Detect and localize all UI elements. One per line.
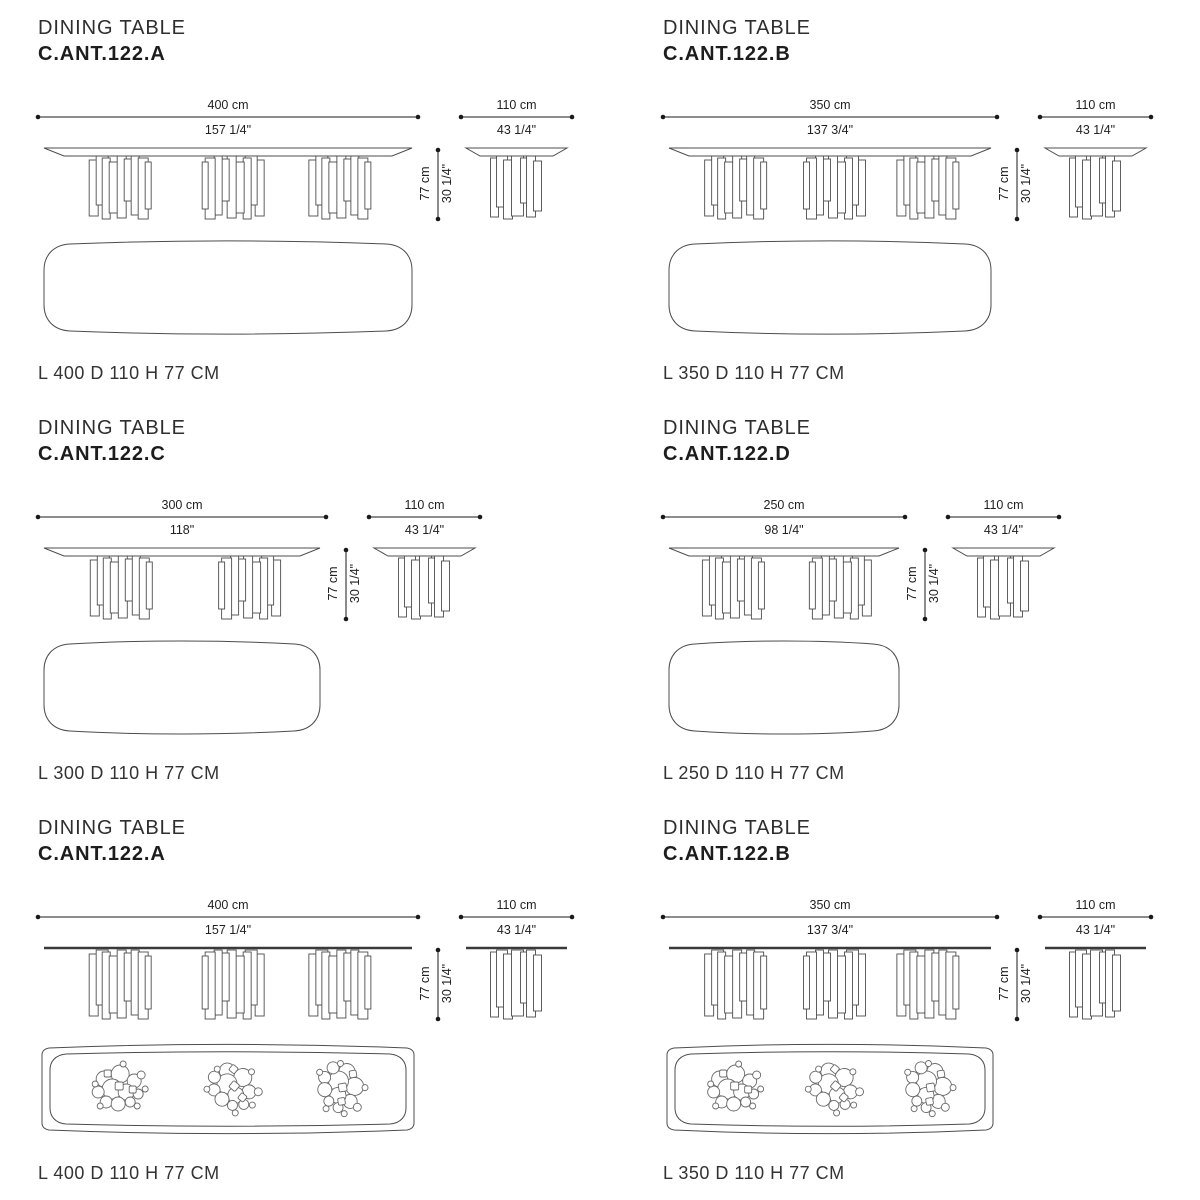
product-panel	[30, 815, 595, 1200]
leg-slab	[1113, 955, 1121, 1011]
pebble	[142, 1086, 148, 1092]
length-dim-label-cm: 350 cm	[809, 98, 851, 112]
leg-slab	[1021, 561, 1029, 611]
leg-cluster-plan	[198, 1050, 273, 1124]
height-dim-label-inches: 30 1/4"	[348, 563, 362, 604]
tabletop-profile	[44, 148, 412, 156]
pebble	[727, 1097, 741, 1111]
height-dim-label-inches: 30 1/4"	[1019, 963, 1033, 1004]
height-dimension	[997, 948, 1033, 1022]
pebble	[950, 1084, 957, 1091]
pebble	[911, 1105, 918, 1112]
height-dim-label-cm: 77 cm	[418, 966, 432, 1001]
table-leg	[219, 556, 281, 619]
front-elevation-view	[669, 148, 991, 219]
length-dim-label-inches: 137 3/4"	[806, 123, 854, 137]
leg-slab	[442, 561, 450, 611]
product-code: C.ANT.122.B	[663, 43, 791, 65]
tabletop-profile-side	[466, 148, 567, 156]
side-elevation-view	[466, 148, 567, 219]
dimensions-caption: L 350 D 110 H 77 CM	[663, 1163, 845, 1183]
product-type-title: DINING TABLE	[38, 417, 186, 439]
leg-slab	[1113, 161, 1121, 211]
height-dimension	[997, 148, 1033, 222]
dimension-endpoint-dot	[995, 115, 1000, 120]
dimension-endpoint-dot	[436, 948, 441, 953]
pebble-square	[338, 1083, 347, 1092]
table-leg	[90, 556, 152, 619]
product-type-title: DINING TABLE	[38, 17, 186, 39]
depth-dim-label-cm: 110 cm	[1075, 898, 1116, 912]
leg-slab	[953, 162, 959, 209]
table-leg	[1070, 950, 1121, 1019]
plan-view	[44, 241, 412, 334]
dimension-endpoint-dot	[36, 115, 41, 120]
plan-outline	[44, 241, 412, 334]
leg-slab	[804, 162, 810, 209]
dimension-endpoint-dot	[1038, 915, 1043, 920]
tabletop-profile	[669, 148, 991, 156]
dimension-endpoint-dot	[436, 217, 441, 222]
dimension-endpoint-dot	[995, 915, 1000, 920]
height-dim-label-inches: 30 1/4"	[440, 963, 454, 1004]
leg-slab	[146, 562, 152, 609]
dimensions-caption: L 400 D 110 H 77 CM	[38, 363, 220, 383]
technical-drawing	[30, 890, 595, 1152]
depth-dimension	[459, 898, 575, 937]
pebble	[849, 1101, 857, 1109]
dimension-endpoint-dot	[344, 548, 349, 553]
height-dim-label-cm: 77 cm	[997, 166, 1011, 201]
leg-slab	[534, 955, 542, 1011]
dimension-endpoint-dot	[459, 115, 464, 120]
dimension-endpoint-dot	[661, 915, 666, 920]
depth-dimension	[367, 498, 483, 537]
technical-drawing	[30, 90, 595, 352]
dimension-endpoint-dot	[1057, 515, 1062, 520]
leg-slab	[365, 956, 371, 1009]
pebble	[341, 1110, 348, 1117]
height-dim-label-inches: 30 1/4"	[927, 563, 941, 604]
product-panel	[655, 15, 1200, 407]
length-dimension	[661, 898, 1000, 937]
height-dim-label-cm: 77 cm	[418, 166, 432, 201]
side-elevation-view	[953, 548, 1054, 619]
height-dimension	[905, 548, 941, 622]
depth-dim-label-inches: 43 1/4"	[496, 123, 537, 137]
pebble-square	[720, 1070, 727, 1077]
depth-dim-label-cm: 110 cm	[983, 498, 1024, 512]
pebble	[750, 1103, 756, 1109]
pebble	[758, 1086, 764, 1092]
pebble	[323, 1105, 330, 1112]
dimension-endpoint-dot	[1015, 1017, 1020, 1022]
dimension-endpoint-dot	[36, 515, 41, 520]
dimension-endpoint-dot	[661, 115, 666, 120]
table-leg	[804, 156, 866, 219]
tabletop-profile-side	[1045, 148, 1146, 156]
product-code: C.ANT.122.A	[38, 843, 166, 865]
pebble	[92, 1086, 104, 1098]
pebble-square	[104, 1070, 111, 1077]
product-code: C.ANT.122.D	[663, 443, 791, 465]
length-dim-label-cm: 300 cm	[161, 498, 203, 512]
table-leg	[202, 950, 264, 1019]
depth-dim-label-inches: 43 1/4"	[1075, 923, 1116, 937]
dimension-endpoint-dot	[923, 617, 928, 622]
table-leg	[89, 156, 151, 219]
product-type-title: DINING TABLE	[663, 17, 811, 39]
pebble	[929, 1110, 936, 1117]
dimensions-caption: L 250 D 110 H 77 CM	[663, 763, 845, 783]
length-dimension	[36, 498, 329, 537]
pebble	[708, 1086, 720, 1098]
table-leg	[705, 950, 767, 1019]
dimensions-caption: L 300 D 110 H 77 CM	[38, 763, 220, 783]
dimension-endpoint-dot	[661, 515, 666, 520]
product-panel	[30, 15, 595, 407]
pebble	[713, 1103, 719, 1109]
side-elevation-view	[1045, 148, 1146, 219]
leg-slab	[219, 562, 225, 609]
plan-outline	[669, 641, 899, 734]
length-dimension	[661, 498, 908, 537]
table-leg	[809, 556, 871, 619]
leg-cluster-plan	[901, 1057, 960, 1121]
tabletop-profile-side	[374, 548, 475, 556]
dimension-endpoint-dot	[1015, 948, 1020, 953]
table-leg	[897, 156, 959, 219]
length-dim-label-inches: 157 1/4"	[204, 123, 252, 137]
height-dim-label-inches: 30 1/4"	[1019, 163, 1033, 204]
technical-drawing	[30, 490, 595, 752]
side-elevation-view	[466, 948, 567, 1019]
dimension-endpoint-dot	[923, 548, 928, 553]
dimension-endpoint-dot	[1038, 115, 1043, 120]
length-dimension	[36, 898, 421, 937]
leg-slab	[202, 956, 208, 1009]
height-dim-label-cm: 77 cm	[326, 566, 340, 601]
front-elevation-view	[669, 948, 991, 1019]
height-dim-label-cm: 77 cm	[997, 966, 1011, 1001]
product-code: C.ANT.122.A	[38, 43, 166, 65]
depth-dim-label-cm: 110 cm	[1075, 98, 1116, 112]
height-dim-label-inches: 30 1/4"	[440, 163, 454, 204]
leg-cluster-plan	[313, 1057, 372, 1121]
pebble	[316, 1069, 323, 1076]
pebble	[753, 1071, 761, 1079]
length-dim-label-inches: 98 1/4"	[764, 523, 804, 537]
front-elevation-view	[44, 948, 412, 1019]
dimension-endpoint-dot	[1149, 915, 1154, 920]
pebble	[125, 1097, 135, 1107]
length-dim-label-cm: 400 cm	[207, 898, 249, 912]
front-elevation-view	[44, 148, 412, 219]
pebble	[97, 1103, 103, 1109]
tabletop-profile-side	[953, 548, 1054, 556]
depth-dimension	[946, 498, 1062, 537]
leg-cluster-plan	[708, 1061, 764, 1111]
plan-outline	[44, 641, 320, 734]
pebble-square	[115, 1082, 123, 1090]
length-dim-label-cm: 350 cm	[809, 898, 851, 912]
length-dim-label-inches: 157 1/4"	[204, 923, 252, 937]
table-leg	[491, 156, 542, 219]
table-leg	[804, 950, 866, 1019]
pebble	[134, 1103, 140, 1109]
leg-slab	[758, 562, 764, 609]
pebble	[362, 1084, 369, 1091]
table-leg	[1070, 156, 1121, 219]
pebble-square	[337, 1097, 345, 1105]
leg-slab	[761, 162, 767, 209]
dimensions-caption: L 350 D 110 H 77 CM	[663, 363, 845, 383]
height-dimension	[418, 148, 454, 222]
depth-dim-label-inches: 43 1/4"	[983, 523, 1024, 537]
product-type-title: DINING TABLE	[663, 817, 811, 839]
product-panel	[30, 415, 595, 807]
dimension-endpoint-dot	[946, 515, 951, 520]
leg-slab	[145, 162, 151, 209]
table-leg	[978, 556, 1029, 619]
dimension-endpoint-dot	[1149, 115, 1154, 120]
height-dim-label-cm: 77 cm	[905, 566, 919, 601]
length-dimension	[661, 98, 1000, 137]
front-elevation-view	[669, 548, 899, 619]
dimension-endpoint-dot	[436, 148, 441, 153]
dimension-endpoint-dot	[416, 115, 421, 120]
pebble-square	[349, 1070, 357, 1078]
length-dim-label-cm: 400 cm	[207, 98, 249, 112]
dimension-endpoint-dot	[1015, 148, 1020, 153]
table-leg	[399, 556, 450, 619]
dimension-endpoint-dot	[324, 515, 329, 520]
pebble-square	[937, 1070, 945, 1078]
depth-dim-label-cm: 110 cm	[496, 898, 537, 912]
pebble	[120, 1061, 126, 1067]
dimension-endpoint-dot	[570, 115, 575, 120]
leg-slab	[953, 956, 959, 1009]
leg-slab	[534, 161, 542, 211]
pebble	[111, 1097, 125, 1111]
dimension-endpoint-dot	[36, 915, 41, 920]
side-elevation-view	[1045, 948, 1146, 1019]
plan-outline	[669, 241, 991, 334]
pebble	[736, 1061, 742, 1067]
dimension-endpoint-dot	[459, 915, 464, 920]
depth-dim-label-cm: 110 cm	[404, 498, 445, 512]
tabletop-profile	[669, 548, 899, 556]
product-code: C.ANT.122.C	[38, 443, 166, 465]
table-leg	[705, 156, 767, 219]
plan-view	[44, 641, 320, 734]
dimension-endpoint-dot	[344, 617, 349, 622]
plan-view	[669, 641, 899, 734]
pebble	[904, 1069, 911, 1076]
technical-drawing	[655, 890, 1200, 1152]
pebble	[708, 1081, 714, 1087]
dimension-endpoint-dot	[903, 515, 908, 520]
table-leg	[309, 950, 371, 1019]
table-leg	[702, 556, 764, 619]
depth-dimension	[459, 98, 575, 137]
technical-drawing	[655, 90, 1200, 352]
dimension-endpoint-dot	[1015, 217, 1020, 222]
table-leg	[89, 950, 151, 1019]
leg-slab	[761, 956, 767, 1009]
leg-slab	[202, 162, 208, 209]
pebble	[137, 1071, 145, 1079]
pebble	[92, 1081, 98, 1087]
length-dim-label-inches: 118"	[169, 523, 195, 537]
plan-view	[42, 1044, 414, 1134]
height-dimension	[418, 948, 454, 1022]
leg-slab	[809, 562, 815, 609]
length-dimension	[36, 98, 421, 137]
pebble	[248, 1101, 256, 1109]
dimensions-caption: L 400 D 110 H 77 CM	[38, 1163, 220, 1183]
depth-dimension	[1038, 98, 1154, 137]
pebble-square	[745, 1086, 752, 1093]
depth-dim-label-inches: 43 1/4"	[404, 523, 445, 537]
depth-dimension	[1038, 898, 1154, 937]
dimension-endpoint-dot	[367, 515, 372, 520]
pebble	[337, 1060, 344, 1067]
pebble	[925, 1060, 932, 1067]
pebble-square	[926, 1097, 934, 1105]
plan-view	[669, 241, 991, 334]
leg-slab	[365, 162, 371, 209]
technical-drawing	[655, 490, 1200, 752]
product-panel	[655, 815, 1200, 1200]
side-elevation-view	[374, 548, 475, 619]
table-leg	[897, 950, 959, 1019]
dimension-endpoint-dot	[478, 515, 483, 520]
dimension-endpoint-dot	[570, 915, 575, 920]
pebble-square	[731, 1082, 739, 1090]
length-dim-label-inches: 137 3/4"	[806, 923, 854, 937]
product-code: C.ANT.122.B	[663, 843, 791, 865]
table-leg	[202, 156, 264, 219]
product-panel	[655, 415, 1200, 807]
product-type-title: DINING TABLE	[38, 817, 186, 839]
tabletop-profile	[44, 548, 320, 556]
leg-cluster-plan	[799, 1050, 874, 1124]
front-elevation-view	[44, 548, 320, 619]
leg-slab	[145, 956, 151, 1009]
table-leg	[491, 950, 542, 1019]
product-type-title: DINING TABLE	[663, 417, 811, 439]
depth-dim-label-inches: 43 1/4"	[496, 923, 537, 937]
pebble	[741, 1097, 751, 1107]
pebble-square	[926, 1083, 935, 1092]
plan-view	[667, 1044, 993, 1134]
pebble-square	[129, 1086, 136, 1093]
depth-dim-label-inches: 43 1/4"	[1075, 123, 1116, 137]
length-dim-label-cm: 250 cm	[763, 498, 805, 512]
table-leg	[309, 156, 371, 219]
dimension-endpoint-dot	[436, 1017, 441, 1022]
dimension-endpoint-dot	[416, 915, 421, 920]
leg-cluster-plan	[92, 1061, 148, 1111]
height-dimension	[326, 548, 362, 622]
leg-slab	[804, 956, 810, 1009]
depth-dim-label-cm: 110 cm	[496, 98, 537, 112]
